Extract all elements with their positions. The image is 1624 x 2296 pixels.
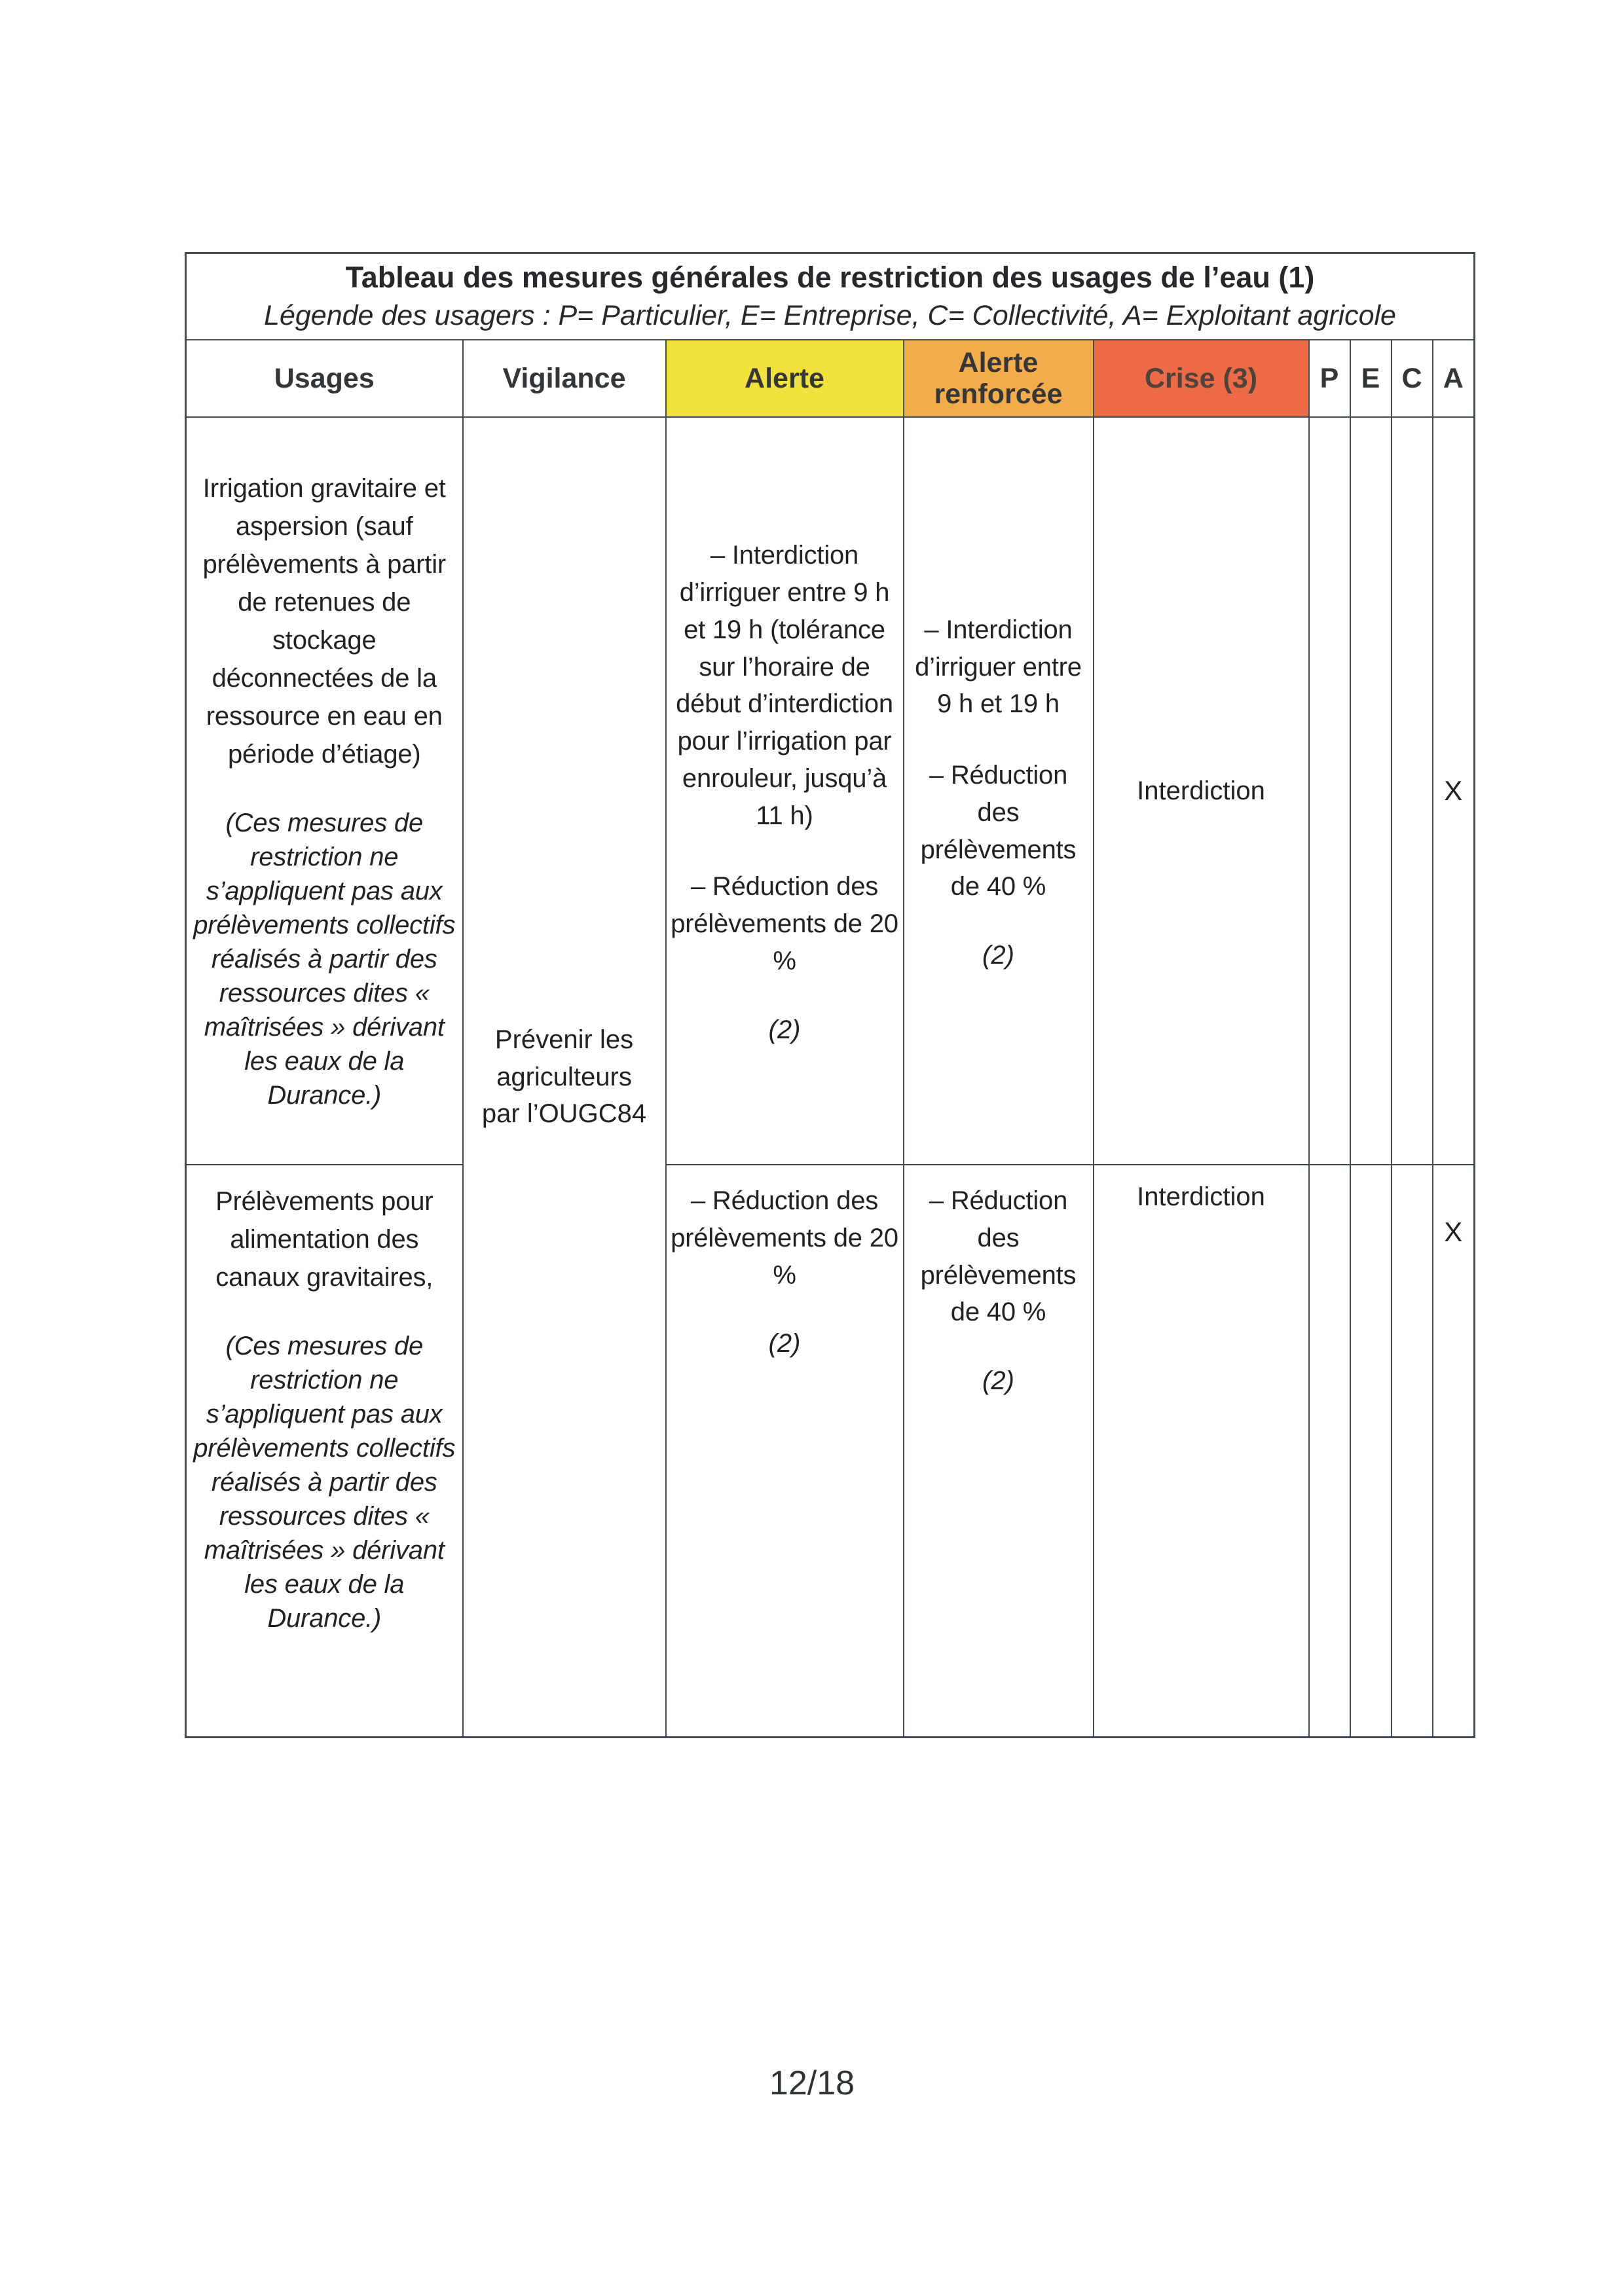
alerte-renforcee-measure-2: – Réduction des prélèvements de 40 % <box>920 761 1077 902</box>
usages-main-text: Prélèvements pour alimentation des canaux gravitaires, <box>215 1187 434 1292</box>
crise-text: Interdiction <box>1137 1182 1265 1211</box>
cell-p-irrigation <box>1309 417 1350 1165</box>
table-title-cell <box>186 253 1475 340</box>
cell-usages-irrigation <box>186 417 463 1165</box>
cell-a-canaux <box>1433 1165 1475 1738</box>
column-header-crise: Crise (3) <box>1094 340 1309 417</box>
cell-usages-canaux <box>186 1165 463 1738</box>
alerte-measure-1: – Réduction des prélèvements de 20 % <box>671 1186 898 1290</box>
vigilance-text: Prévenir les agriculteurs par l’OUGC84 <box>481 1025 647 1129</box>
usages-main-text: Irrigation gravitaire et aspersion (sauf prélèvements à partir de retenues de stockage déconnectées de la ressource en eau en période d’étiage) <box>202 474 447 769</box>
cell-a-irrigation <box>1433 417 1475 1165</box>
cell-crise-irrigation <box>1094 417 1309 1165</box>
table-row-irrigation <box>186 417 1475 1165</box>
cell-vigilance-merged <box>463 417 666 1738</box>
column-header-vigilance: Vigilance <box>463 340 666 417</box>
footer-page-number: 12/18 <box>769 2064 855 2102</box>
column-header-e: E <box>1350 340 1392 417</box>
applies-to-agricole-mark: X <box>1444 775 1463 806</box>
cell-alerte-canaux <box>666 1165 904 1738</box>
table-row-prelevements-canaux <box>186 1165 1475 1738</box>
cell-c-canaux <box>1392 1165 1433 1738</box>
column-header-p: P <box>1309 340 1350 417</box>
cell-alerte-renforcee-canaux <box>904 1165 1094 1738</box>
table-title: Tableau des mesures générales de restriction des usages de l’eau (1) <box>345 261 1315 294</box>
alerte-note-ref: (2) <box>768 1015 801 1044</box>
column-header-alerte-renforcee: Alerte renforcée <box>904 340 1094 417</box>
cell-c-irrigation <box>1392 417 1433 1165</box>
usages-note-text: (Ces mesures de restriction ne s’appliquent pas aux prélèvements collectifs réalisés à partir des ressources dites « maîtrisées » dérivant les eaux de la Durance.) <box>193 809 456 1110</box>
cell-alerte-irrigation <box>666 417 904 1165</box>
crise-text: Interdiction <box>1137 776 1265 805</box>
applies-to-agricole-mark: X <box>1444 1216 1463 1247</box>
alerte-renforcee-measure-1: – Réduction des prélèvements de 40 % <box>920 1186 1077 1327</box>
cell-alerte-renforcee-irrigation <box>904 417 1094 1165</box>
alerte-measure-1: – Interdiction d’irriguer entre 9 h et 19 h (tolérance sur l’horaire de début d’interdiction pour l’irrigation par enrouleur, jusqu’à 11 h) <box>676 541 893 830</box>
cell-e-irrigation <box>1350 417 1392 1165</box>
alerte-renforcee-note-ref: (2) <box>982 1366 1014 1396</box>
column-header-row <box>186 340 1475 417</box>
cell-crise-canaux <box>1094 1165 1309 1738</box>
column-header-alerte: Alerte <box>666 340 904 417</box>
alerte-renforcee-measure-1: – Interdiction d’irriguer entre 9 h et 19 h <box>915 615 1082 719</box>
alerte-note-ref: (2) <box>768 1329 801 1358</box>
cell-e-canaux <box>1350 1165 1392 1738</box>
water-restriction-table <box>185 252 1475 1738</box>
column-header-c: C <box>1392 340 1433 417</box>
water-restriction-table-wrapper <box>185 252 1473 1738</box>
alerte-renforcee-note-ref: (2) <box>982 941 1014 970</box>
cell-p-canaux <box>1309 1165 1350 1738</box>
table-legend: Légende des usagers : P= Particulier, E= Entreprise, C= Collectivité, A= Exploitant agricole <box>264 300 1396 332</box>
usages-note-text: (Ces mesures de restriction ne s’appliquent pas aux prélèvements collectifs réalisés à partir des ressources dites « maîtrisées » dérivant les eaux de la Durance.) <box>193 1332 456 1633</box>
column-header-usages: Usages <box>186 340 463 417</box>
alerte-measure-2: – Réduction des prélèvements de 20 % <box>671 872 898 976</box>
table-title-row <box>186 253 1475 340</box>
column-header-a: A <box>1433 340 1475 417</box>
